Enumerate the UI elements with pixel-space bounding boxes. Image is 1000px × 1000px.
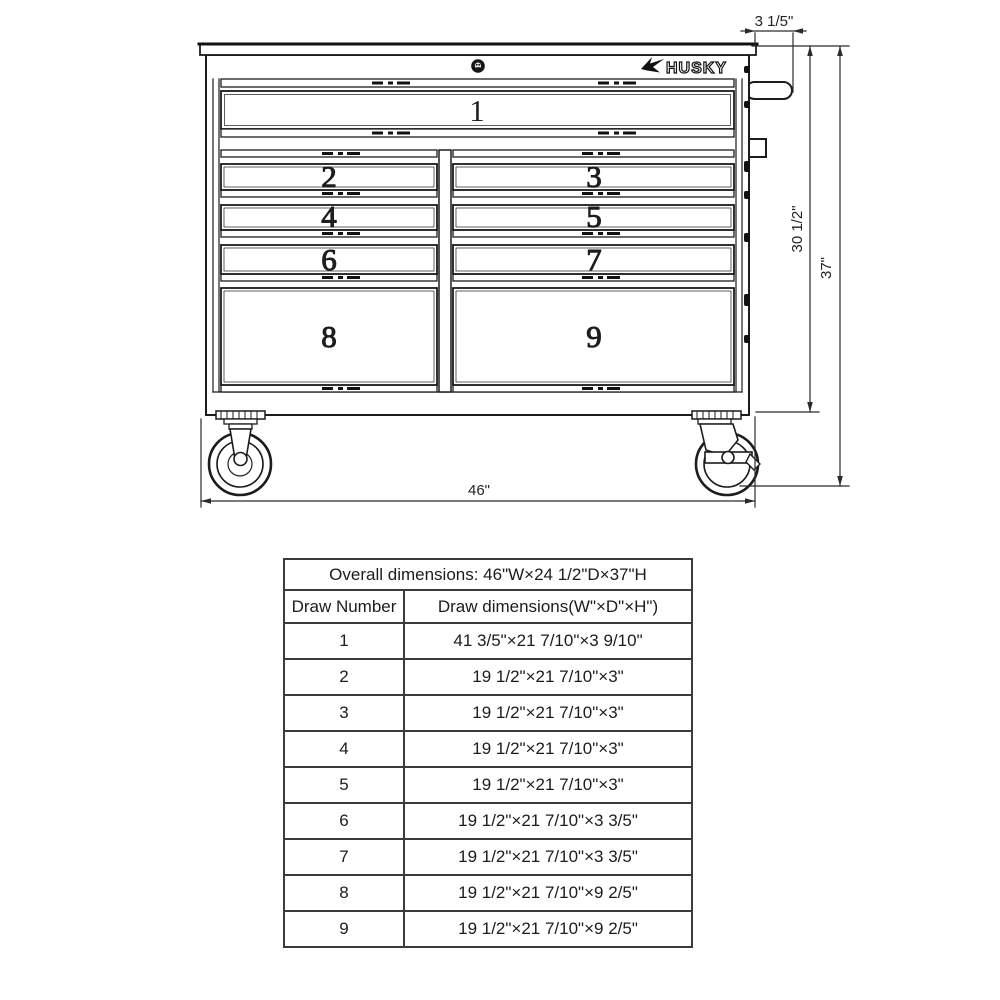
draw-number-cell: 2 — [284, 659, 404, 695]
lock-icon — [471, 59, 485, 73]
dim-handle-label: 3 1/5" — [754, 13, 794, 30]
dim-total-height — [818, 46, 843, 486]
draw-number-cell: 7 — [284, 839, 404, 875]
drawer-number: 1 — [469, 93, 485, 128]
drawer-5 — [453, 199, 734, 234]
draw-number-cell: 4 — [284, 731, 404, 767]
drawer-number: 3 — [586, 159, 602, 194]
drawer-6 — [221, 242, 437, 277]
drawer-9 — [453, 288, 734, 385]
draw-number-cell: 1 — [284, 623, 404, 659]
draw-number-cell: 8 — [284, 875, 404, 911]
table-row — [284, 875, 692, 911]
draw-dimensions-cell: 19 1/2"×21 7/10"×9 2/5" — [404, 911, 692, 947]
draw-dimensions-cell: 19 1/2"×21 7/10"×3 3/5" — [404, 839, 692, 875]
side-knob — [748, 139, 766, 157]
draw-number-cell: 9 — [284, 911, 404, 947]
drawer-3 — [453, 159, 734, 194]
drawer-number: 6 — [321, 242, 337, 277]
cabinet-lid — [199, 44, 757, 55]
spec-table — [283, 558, 693, 948]
table-row — [284, 731, 692, 767]
drawer-number: 7 — [586, 242, 602, 277]
dim-total-height-label: 37" — [818, 256, 835, 280]
side-handle — [746, 82, 792, 99]
draw-dimensions-cell: 41 3/5"×21 7/10"×3 9/10" — [404, 623, 692, 659]
overall-dimensions-row — [284, 559, 692, 590]
table-row — [284, 839, 692, 875]
drawer-8 — [221, 288, 437, 385]
draw-dimensions-cell: 19 1/2"×21 7/10"×3 3/5" — [404, 803, 692, 839]
draw-dimensions-cell: 19 1/2"×21 7/10"×3" — [404, 659, 692, 695]
drawer-number: 5 — [586, 199, 602, 234]
drawer-number: 2 — [321, 159, 337, 194]
table-row — [284, 623, 692, 659]
overall-dimensions: Overall dimensions: 46"W×24 1/2"D×37"H — [284, 559, 692, 590]
drawer-2 — [221, 159, 437, 194]
dim-body-height — [789, 46, 813, 412]
table-row — [284, 911, 692, 947]
drawer-7 — [453, 242, 734, 277]
center-divider — [439, 150, 451, 392]
caster-left — [209, 411, 271, 495]
draw-number-cell: 6 — [284, 803, 404, 839]
draw-number-cell: 5 — [284, 767, 404, 803]
brand-text: HUSKY — [666, 60, 728, 77]
drawer-number: 9 — [586, 319, 602, 354]
table-row — [284, 695, 692, 731]
table-header-row — [284, 590, 692, 623]
caster-right — [692, 411, 760, 495]
table-row — [284, 803, 692, 839]
column-header-draw-dimensions: Draw dimensions(W"×D"×H") — [404, 590, 692, 623]
dim-width-label: 46" — [467, 482, 491, 499]
drawer-4 — [221, 199, 437, 234]
draw-dimensions-cell: 19 1/2"×21 7/10"×3" — [404, 767, 692, 803]
drawer-number: 4 — [321, 199, 337, 234]
draw-dimensions-cell: 19 1/2"×21 7/10"×9 2/5" — [404, 875, 692, 911]
dim-body-height-label: 30 1/2" — [789, 205, 806, 253]
draw-dimensions-cell: 19 1/2"×21 7/10"×3" — [404, 731, 692, 767]
draw-dimensions-cell: 19 1/2"×21 7/10"×3" — [404, 695, 692, 731]
column-header-draw-number: Draw Number — [284, 590, 404, 623]
drawer-number: 8 — [321, 319, 337, 354]
draw-number-cell: 3 — [284, 695, 404, 731]
dim-width — [201, 482, 755, 504]
table-row — [284, 767, 692, 803]
table-row — [284, 659, 692, 695]
